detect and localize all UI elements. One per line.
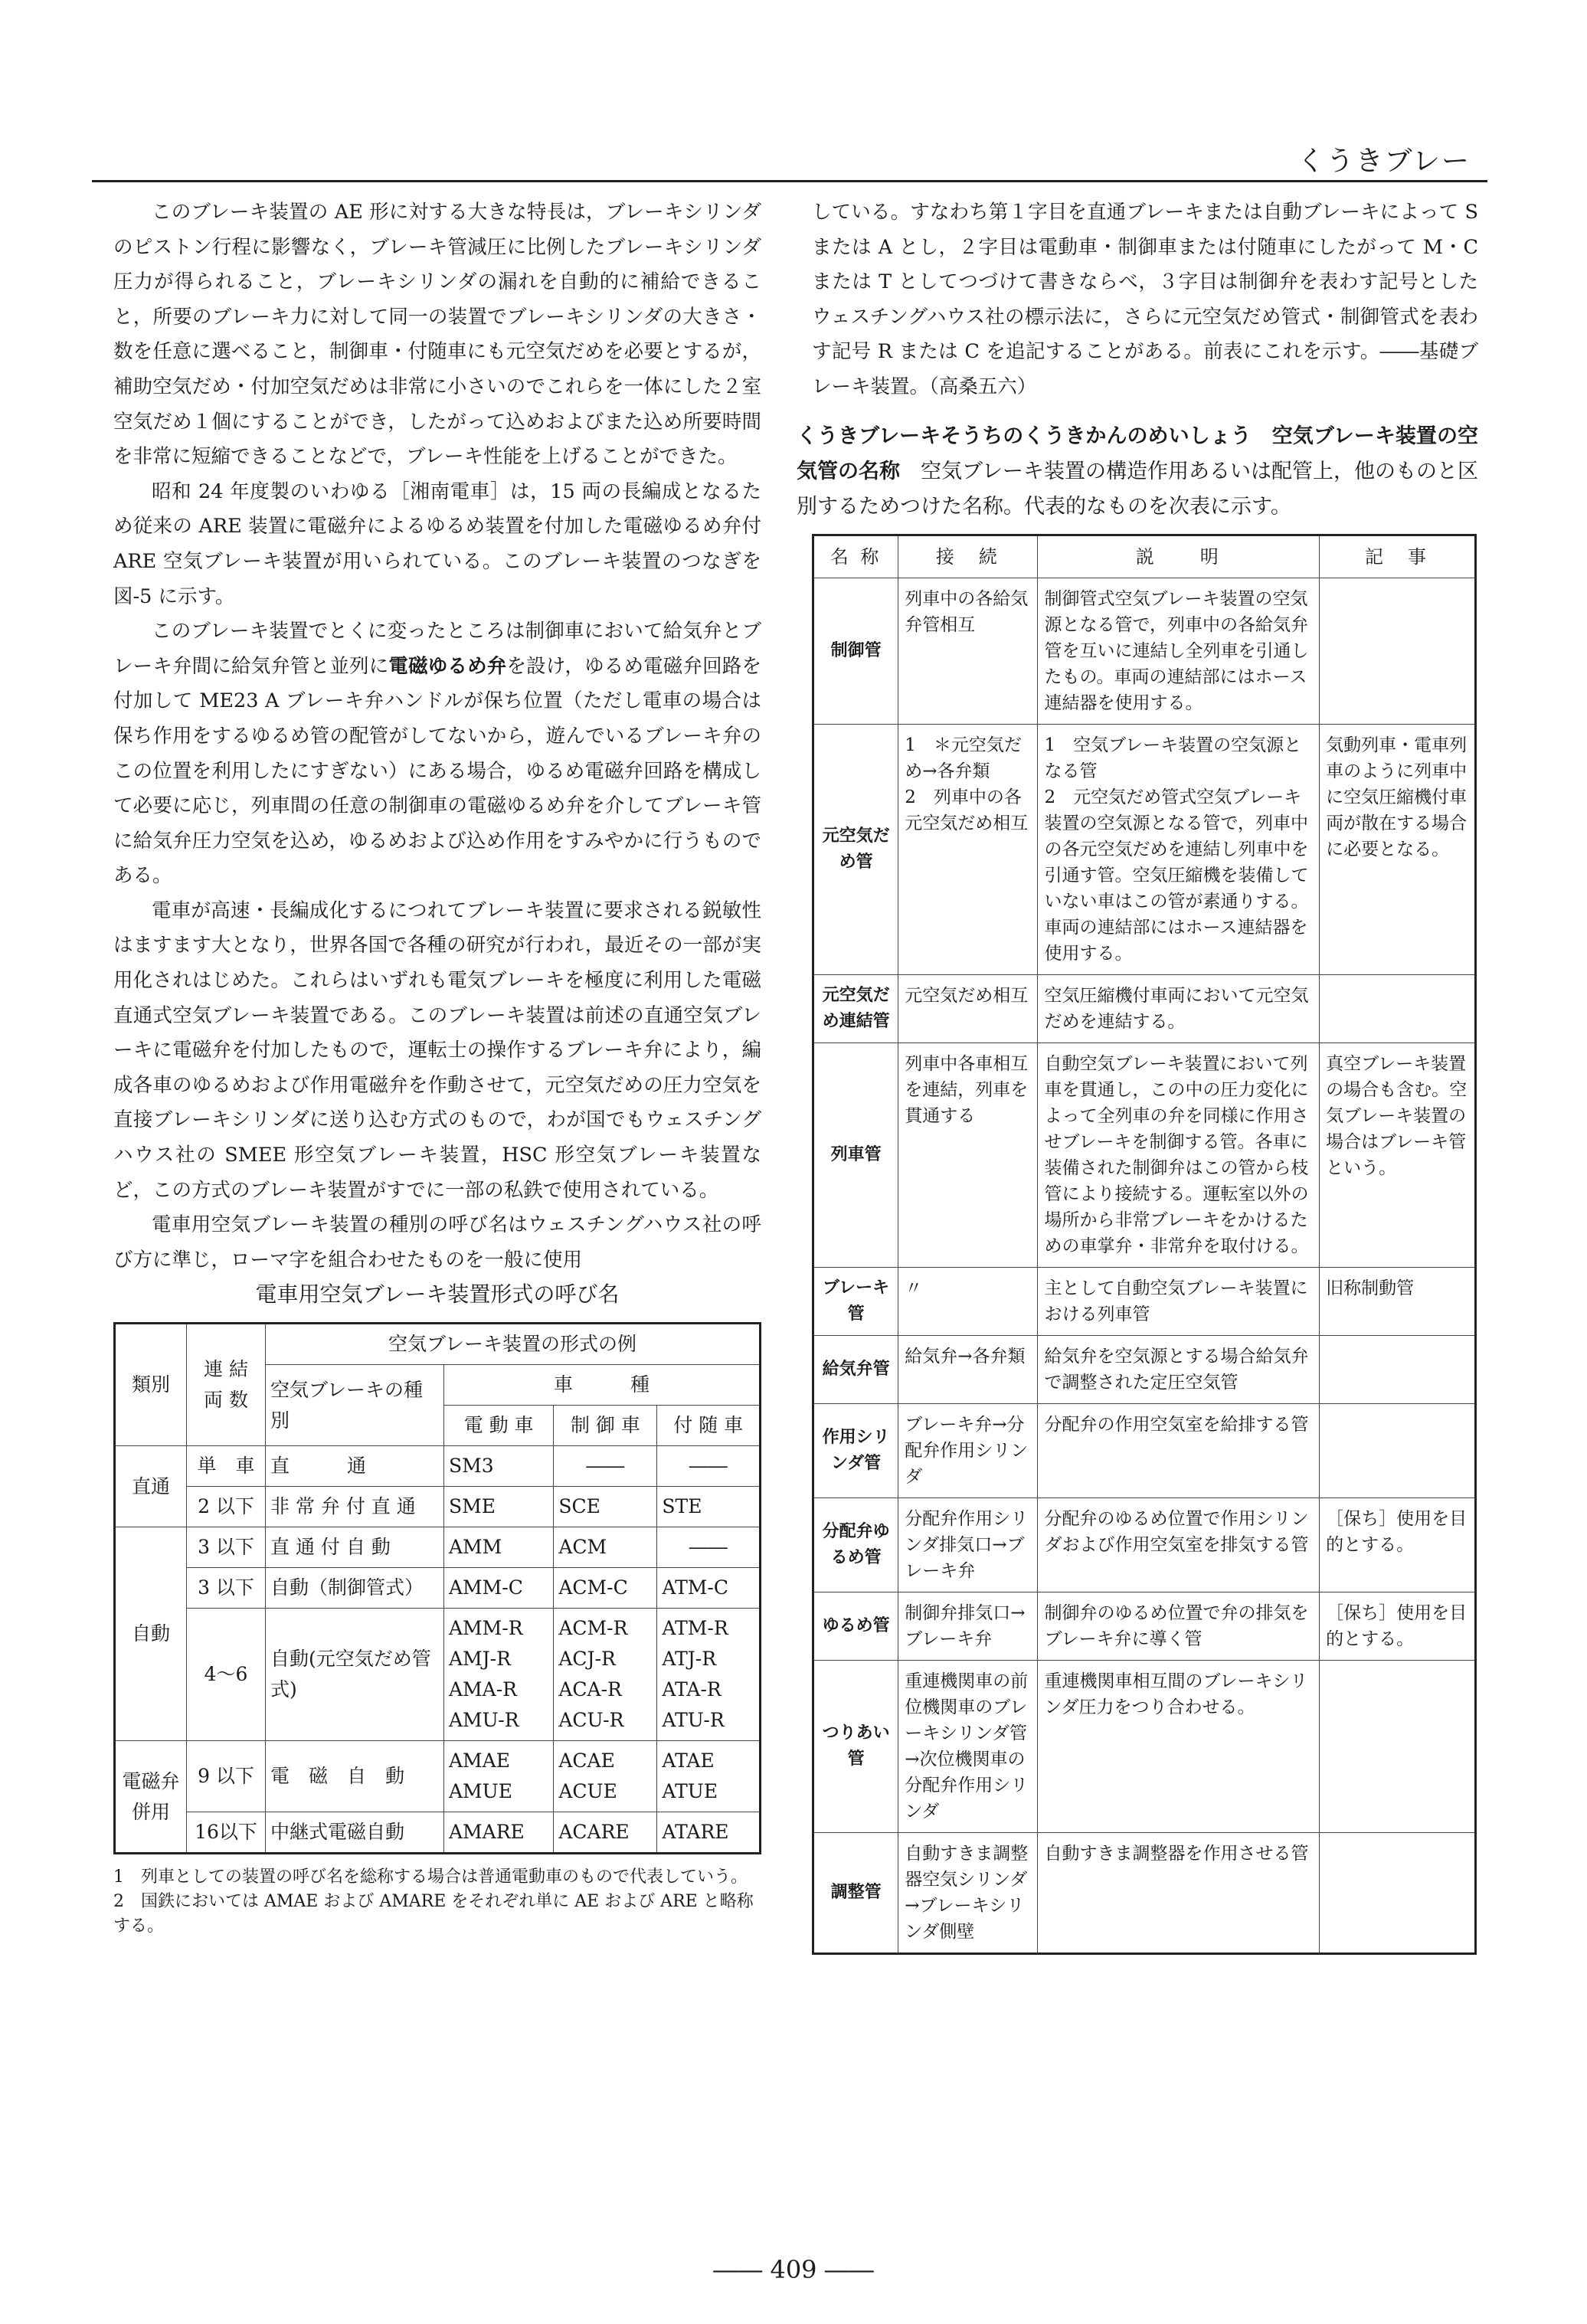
th-control: 制 御 車: [554, 1406, 657, 1446]
entry-body: 空気ブレーキ装置の構造作用あるいは配管上，他のものと区別するためつけた名称。代表的なものを次表に示す。: [797, 459, 1479, 519]
pipe-connection: 制御弁排気口→ブレーキ弁: [898, 1592, 1038, 1660]
pipe-description: 分配弁の作用空気室を給排する管: [1038, 1403, 1320, 1498]
table-row: [115, 1446, 761, 1487]
table-row: [813, 1335, 1476, 1403]
th-note: 記 事: [1320, 535, 1476, 578]
cell-control: ACM-C: [554, 1568, 657, 1609]
table-note: 1 列車としての装置の呼び名を総称する場合は普通電動車のもので代表していう。: [113, 1867, 748, 1887]
cell-motor: SM3: [444, 1446, 554, 1487]
pipe-name: ブレーキ管: [813, 1267, 898, 1335]
th-connection: 接 続: [898, 535, 1038, 578]
pipe-description: 分配弁のゆるめ位置で作用シリンダおよび作用空気室を排気する管: [1038, 1498, 1320, 1592]
cell-count: 3 以下: [187, 1527, 266, 1568]
pipe-description: 重連機関車相互間のブレーキシリンダ圧力をつり合わせる。: [1038, 1660, 1320, 1832]
header-rule: [92, 180, 1487, 182]
cell-control: ACM: [554, 1527, 657, 1568]
paragraph-naming: 電車用空気ブレーキ装置の種別の呼び名はウェスチングハウス社の呼び方に準じ，ローマ字を組合わせたものを一般に使用: [113, 1213, 761, 1272]
cell-trailer: ――: [657, 1527, 761, 1568]
table-row: [115, 1609, 761, 1741]
table-row: [813, 974, 1476, 1043]
paragraph-naming-continued: している。すなわち第１字目を直通ブレーキまたは自動ブレーキによって S または A とし，２字目は電動車・制御車または付随車にしたがって M・C または T としてつづけて書きならべ，３字目は制御弁を表わす記号としたウェスチングハウス社の標示法に，さらに元空気だめ管式・制御管式を表わす記号 R または C を追記することがある。前表にこれを示す。――基礎ブレーキ装置。（高桑五六）: [812, 201, 1478, 398]
cell-trailer: ――: [657, 1446, 761, 1487]
table-row: [813, 724, 1476, 974]
table-row: [115, 1741, 761, 1812]
pipe-connection: 分配弁作用シリンダ排気口→ブレーキ弁: [898, 1498, 1038, 1592]
th-count: 連 結 両 数: [187, 1324, 266, 1446]
th-motor: 電 動 車: [444, 1406, 554, 1446]
air-pipe-table: [812, 534, 1477, 1955]
table-row: [813, 1498, 1476, 1592]
pipe-connection: 列車中の各給気弁管相互: [898, 578, 1038, 724]
cell-kind: 自動（制御管式）: [266, 1568, 444, 1609]
pipe-name: 制御管: [813, 578, 898, 724]
cell-kind: 直 通 付 自 動: [266, 1527, 444, 1568]
entry-air-pipe-names: [797, 419, 1478, 525]
table-row: [115, 1527, 761, 1568]
th-trailer: 付 随 車: [657, 1406, 761, 1446]
table-notes: [113, 1865, 761, 1939]
cell-trailer: STE: [657, 1487, 761, 1527]
pipe-description: 制御弁のゆるめ位置で弁の排気をブレーキ弁に導く管: [1038, 1592, 1320, 1660]
table-row: [813, 1043, 1476, 1267]
cell-count: 16以下: [187, 1812, 266, 1854]
table-row: [813, 578, 1476, 724]
cell-kind: 自動(元空気だめ管式): [266, 1609, 444, 1741]
pipe-note: [1320, 1403, 1476, 1498]
th-brake-kind: 空気ブレーキの種別: [266, 1365, 444, 1446]
cell-count: 4～6: [187, 1609, 266, 1741]
cell-control: ACAE ACUE: [554, 1741, 657, 1812]
pipe-note: [1320, 1660, 1476, 1832]
cell-trailer: ATAE ATUE: [657, 1741, 761, 1812]
cell-count: 3 以下: [187, 1568, 266, 1609]
pipe-note: [1320, 578, 1476, 724]
pipe-name: 元空気だめ管: [813, 724, 898, 974]
air-pipe-rows: [813, 578, 1476, 1953]
pipe-connection: 給気弁→各弁類: [898, 1335, 1038, 1403]
pipe-note: [1320, 974, 1476, 1043]
paragraph-electropneumatic: 電車が高速・長編成化するにつれてブレーキ装置に要求される鋭敏性はますます大となり，世界各国で各種の研究が行われ，最近その一部が実用化されはじめた。これらはいずれも電気ブレーキを極度に利用した電磁直通式空気ブレーキ装置である。このブレーキ装置は前述の直通空気ブレーキに電磁弁を付加したもので，運転士の操作するブレーキ弁により，編成各車のゆるめおよび作用電磁弁を作動させて，元空気だめの圧力空気を直接ブレーキシリンダに送り込む方式のもので，わが国でもウェスチングハウス社の SMEE 形空気ブレーキ装置，HSC 形空気ブレーキ装置など，この方式のブレーキ装置がすでに一部の私鉄で使用されている。: [113, 899, 761, 1202]
pipe-description: 1 空気ブレーキ装置の空気源となる管 2 元空気だめ管式空気ブレーキ装置の空気源となる管で，列車中の各元空気だめを連結し列車中を引通す管。空気圧縮機を装備していない車はこの管が素通りする。車両の連結部にはホース連結器を使用する。: [1038, 724, 1320, 974]
table-title: 電車用空気ブレーキ装置形式の呼び名: [255, 1281, 620, 1308]
pipe-name: 調整管: [813, 1832, 898, 1953]
pipe-name: つりあい管: [813, 1660, 898, 1832]
cell-control: ――: [554, 1446, 657, 1487]
table-row: [115, 1812, 761, 1854]
page-number: ―― 409 ――: [713, 2255, 874, 2284]
pipe-connection: ブレーキ弁→分配弁作用シリンダ: [898, 1403, 1038, 1498]
cell-count: 2 以下: [187, 1487, 266, 1527]
right-column: [797, 195, 1479, 1955]
pipe-name: 作用シリンダ管: [813, 1403, 898, 1498]
cell-count: 単 車: [187, 1446, 266, 1487]
paragraph-release-valve: [113, 614, 761, 894]
term-electromagnetic-release-valve: 電磁ゆるめ弁: [388, 654, 507, 678]
group-chokutsu: 直通: [115, 1446, 187, 1527]
table-row: [813, 1403, 1476, 1498]
cell-trailer: ATARE: [657, 1812, 761, 1854]
pipe-description: 自動空気ブレーキ装置において列車を貫通し，この中の圧力変化によって全列車の弁を同様に作用させブレーキを制御する管。各車に装備された制御弁はこの管から枝管により接続する。運転室以外の場所から非常ブレーキをかけるための車掌弁・非常弁を取付ける。: [1038, 1043, 1320, 1267]
table-row: [115, 1487, 761, 1527]
pipe-note: 真空ブレーキ装置の場合も含む。空気ブレーキ装置の場合はブレーキ管という。: [1320, 1043, 1476, 1267]
pipe-note: 気動列車・電車列車のように列車中に空気圧縮機付車両が散在する場合に必要となる。: [1320, 724, 1476, 974]
th-name: 名 称: [813, 535, 898, 578]
cell-control: ACM-R ACJ-R ACA-R ACU-R: [554, 1609, 657, 1741]
cell-motor: SME: [444, 1487, 554, 1527]
pipe-connection: 重連機関車の前位機関車のブレーキシリンダ管→次位機関車の分配弁作用シリンダ: [898, 1660, 1038, 1832]
th-description: 説 明: [1038, 535, 1320, 578]
cell-motor: AMM-C: [444, 1568, 554, 1609]
pipe-connection: 列車中各車相互を連結，列車を貫通する: [898, 1043, 1038, 1267]
para3-part-c: を設け，ゆるめ電磁弁回路を付加して ME23 A ブレーキ弁ハンドルが保ち位置（ただし電車の場合は保ち作用をするゆるめ管の配管がしてないから，遊んでいるブレーキ弁のこの位置を利用したにすぎない）にある場合，ゆるめ電磁弁回路を構成して必要に応じ，列車間の任意の制御車の電磁ゆるめ弁を介してブレーキ管に給気弁圧力空気を込め，ゆるめおよび込め作用をすみやかに行うものである。: [113, 654, 761, 888]
table-row: [813, 1592, 1476, 1660]
table-row: [813, 1267, 1476, 1335]
pipe-name: 給気弁管: [813, 1335, 898, 1403]
pipe-name: ゆるめ管: [813, 1592, 898, 1660]
th-kind: 類別: [115, 1324, 187, 1446]
cell-control: ACARE: [554, 1812, 657, 1854]
brake-forms-table: [113, 1322, 761, 1854]
table-row: [115, 1568, 761, 1609]
group-jido: 自動: [115, 1527, 187, 1741]
entry-heading: くうきブレーキそうちのくうきかんのめいしょう 空気ブレーキ装置の空気管の名称: [797, 424, 1478, 483]
running-header: くうきブレー: [1297, 146, 1471, 177]
cell-motor: AMAE AMUE: [444, 1741, 554, 1812]
cell-motor: AMARE: [444, 1812, 554, 1854]
pipe-connection: 1 ＊元空気だめ→各弁類 2 列車中の各元空気だめ相互: [898, 724, 1038, 974]
pipe-connection: 自動すきま調整器空気シリンダ→ブレーキシリンダ側壁: [898, 1832, 1038, 1953]
th-example: 空気ブレーキ装置の形式の例: [266, 1324, 761, 1365]
left-column: [113, 195, 761, 1939]
cell-motor: AMM-R AMJ-R AMA-R AMU-R: [444, 1609, 554, 1741]
group-denji: 電磁弁併用: [115, 1741, 187, 1854]
pipe-description: 空気圧縮機付車両において元空気だめを連結する。: [1038, 974, 1320, 1043]
paragraph-shonan: 昭和 24 年度製のいわゆる［湘南電車］は，15 両の長編成となるため従来の ARE 装置に電磁弁によるゆるめ装置を付加した電磁ゆるめ弁付 ARE 空気ブレーキ装置が用いられている。このブレーキ装置のつなぎを図-5 に示す。: [113, 480, 761, 608]
table-note: 2 国鉄においては AMAE および AMARE をそれぞれ単に AE および ARE と略称する。: [113, 1892, 754, 1936]
th-car-type: 車 種: [444, 1365, 761, 1406]
pipe-description: 自動すきま調整器を作用させる管: [1038, 1832, 1320, 1953]
cell-trailer: ATM-R ATJ-R ATA-R ATU-R: [657, 1609, 761, 1741]
pipe-note: ［保ち］使用を目的とする。: [1320, 1498, 1476, 1592]
table-row: [813, 1832, 1476, 1953]
pipe-note: [1320, 1832, 1476, 1953]
cell-trailer: ATM-C: [657, 1568, 761, 1609]
pipe-description: 主として自動空気ブレーキ装置における列車管: [1038, 1267, 1320, 1335]
pipe-description: 給気弁を空気源とする場合給気弁で調整された定圧空気管: [1038, 1335, 1320, 1403]
cell-control: SCE: [554, 1487, 657, 1527]
pipe-connection: 〃: [898, 1267, 1038, 1335]
pipe-name: 列車管: [813, 1043, 898, 1267]
pipe-note: ［保ち］使用を目的とする。: [1320, 1592, 1476, 1660]
pipe-connection: 元空気だめ相互: [898, 974, 1038, 1043]
pipe-note: [1320, 1335, 1476, 1403]
paragraph-ae-features: このブレーキ装置の AE 形に対する大きな特長は，ブレーキシリンダのピストン行程に影響なく，ブレーキ管減圧に比例したブレーキシリンダ圧力が得られること，ブレーキシリンダの漏れを自動的に補給できること，所要のブレーキ力に対して同一の装置でブレーキシリンダの大きさ・数を任意に選べること，制御車・付随車にも元空気だめを必要とするが，補助空気だめ・付加空気だめは非常に小さいのでこれらを一体にした２室空気だめ１個にすることができ，したがって込めおよびまた込め所要時間を非常に短縮できることなどで，ブレーキ性能を上げることができた。: [113, 201, 761, 469]
cell-kind: 中継式電磁自動: [266, 1812, 444, 1854]
cell-kind: 直 通: [266, 1446, 444, 1487]
pipe-name: 分配弁ゆるめ管: [813, 1498, 898, 1592]
table-row: [813, 1660, 1476, 1832]
para3-part-a: このブレーキ装置でとくに変ったところは制御車において給気弁とブレーキ弁間に給気弁管と並列に: [113, 620, 761, 678]
cell-kind: 電 磁 自 動: [266, 1741, 444, 1812]
pipe-name: 元空気だめ連結管: [813, 974, 898, 1043]
cell-kind: 非 常 弁 付 直 通: [266, 1487, 444, 1527]
pipe-description: 制御管式空気ブレーキ装置の空気源となる管で，列車中の各給気弁管を互いに連結し全列車を引通したもの。車両の連結部にはホース連結器を使用する。: [1038, 578, 1320, 724]
cell-motor: AMM: [444, 1527, 554, 1568]
pipe-note: 旧称制動管: [1320, 1267, 1476, 1335]
cell-count: 9 以下: [187, 1741, 266, 1812]
